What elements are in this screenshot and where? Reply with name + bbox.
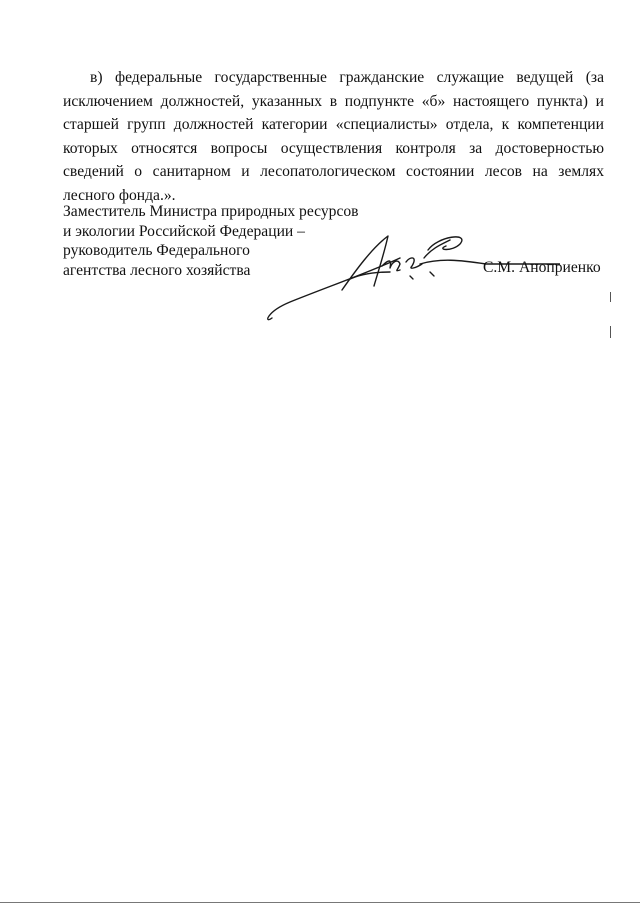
scan-edge-mark (610, 326, 611, 338)
signer-name: С.М. Аноприенко (483, 259, 601, 276)
signature-title-line-1: Заместитель Министра природных ресурсов (63, 203, 359, 220)
scan-bottom-edge (0, 902, 640, 903)
signature-title-line-4: агентства лесного хозяйства (63, 261, 251, 279)
scan-edge-mark (610, 292, 611, 302)
signature-title-line-2: и экологии Российской Федерации – (63, 222, 305, 240)
body-paragraph: в) федеральные государственные гражданские служащие ведущей (за исключением должностей, указанных в подпункте «б» настоящего пункта) и старшей групп должностей категории «специалисты» отдела, к компетенции которых относятся вопросы осуществления контроля за достоверностью сведений о санитарном и лесопатологическом состоянии лесов на землях лесного фонда.». (63, 69, 604, 204)
handwritten-signature (260, 228, 560, 328)
signature-title-line-3: руководитель Федерального (63, 242, 250, 259)
